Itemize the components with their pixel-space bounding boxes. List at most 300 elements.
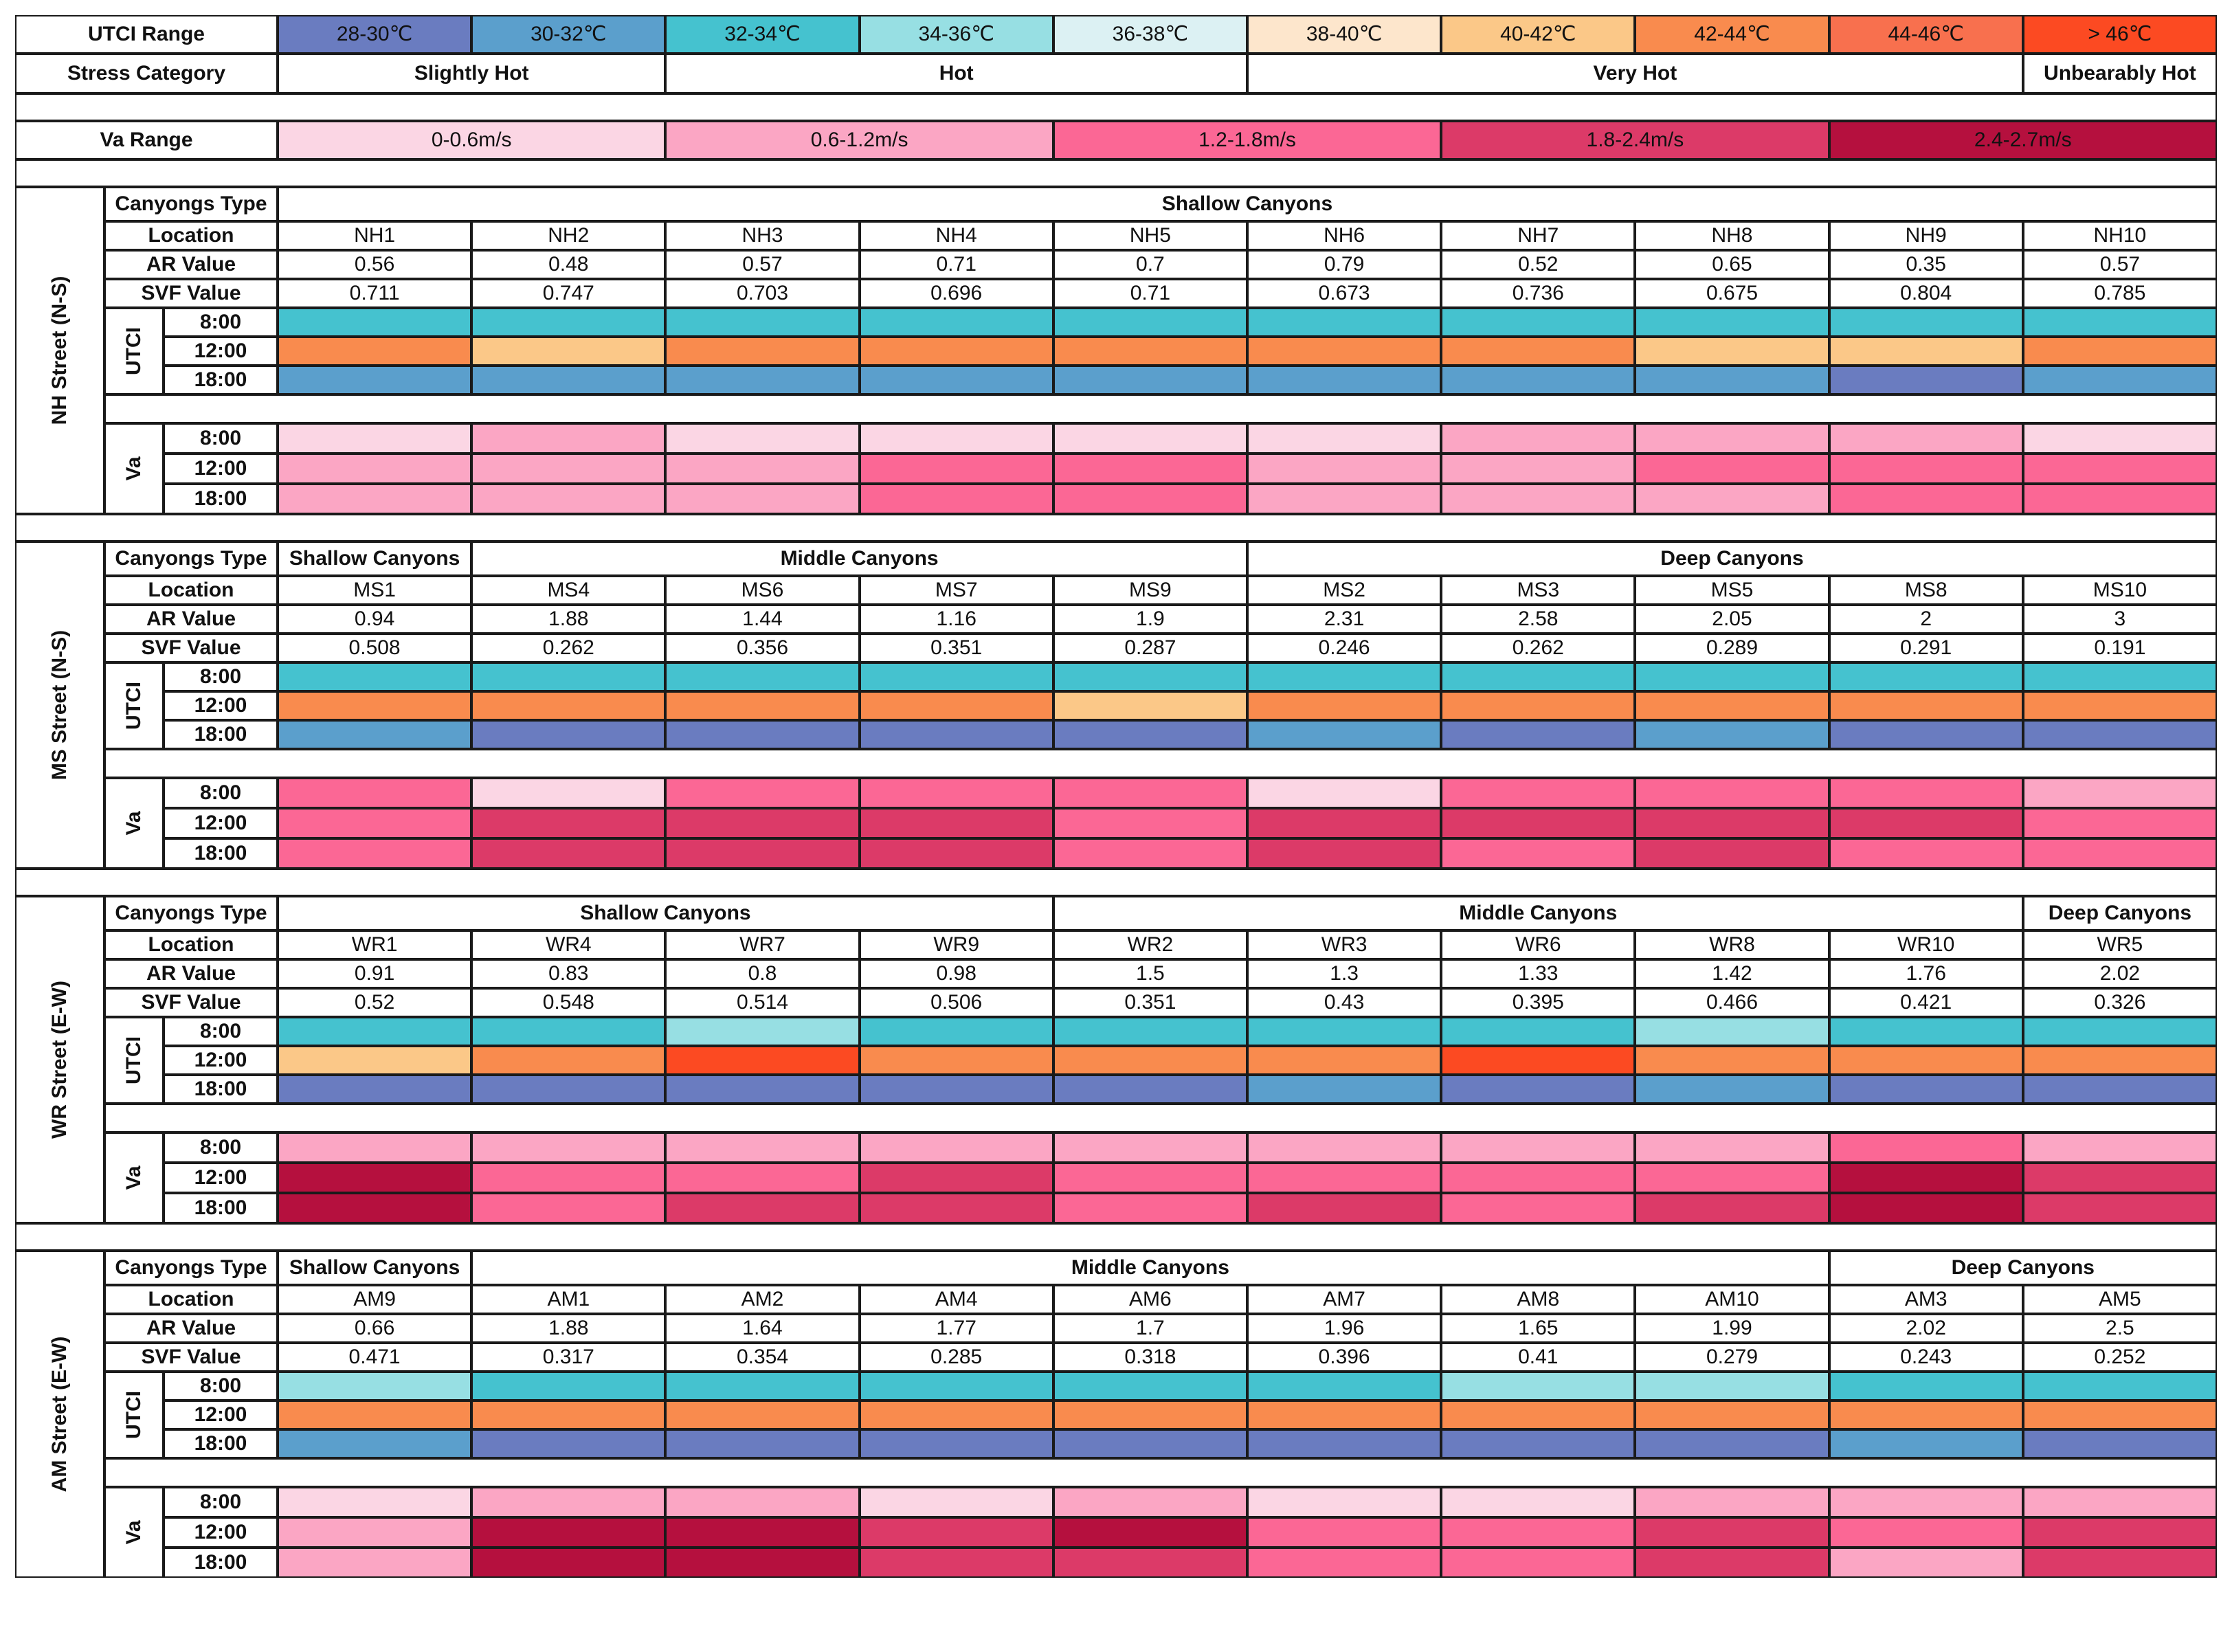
stress-category: Very Hot <box>1247 54 2023 93</box>
svf-cell: 0.514 <box>665 988 859 1017</box>
va-cell <box>278 1163 471 1193</box>
utci-cell <box>860 720 1053 749</box>
utci-cell <box>1247 308 1441 337</box>
time-label: 12:00 <box>164 808 278 838</box>
canyon-group: Middle Canyons <box>471 1251 1829 1285</box>
utci-cell <box>2023 1075 2217 1104</box>
utci-cell <box>665 337 859 366</box>
time-label: 8:00 <box>164 1132 278 1163</box>
utci-cell <box>665 308 859 337</box>
va-cell <box>2023 1193 2217 1223</box>
va-range-swatch: 2.4-2.7m/s <box>1829 121 2217 159</box>
va-cell <box>278 1517 471 1548</box>
location-cell: WR2 <box>1053 930 1247 959</box>
va-cell <box>665 778 859 808</box>
location-cell: NH8 <box>1635 221 1829 250</box>
utci-cell <box>1829 720 2023 749</box>
va-cell <box>1635 423 1829 454</box>
time-label: 12:00 <box>164 1046 278 1075</box>
va-cell <box>1441 838 1635 869</box>
va-cell <box>471 838 665 869</box>
utci-cell <box>2023 720 2217 749</box>
va-cell <box>665 454 859 484</box>
time-label: 12:00 <box>164 1400 278 1429</box>
utci-cell <box>665 1017 859 1046</box>
ar-cell: 0.94 <box>278 605 471 634</box>
time-label: 8:00 <box>164 662 278 691</box>
svf-cell: 0.318 <box>1053 1343 1247 1372</box>
ar-cell: 0.91 <box>278 959 471 988</box>
va-cell <box>471 423 665 454</box>
va-cell <box>1053 778 1247 808</box>
svf-cell: 0.508 <box>278 634 471 662</box>
ar-cell: 0.83 <box>471 959 665 988</box>
utci-cell <box>665 1400 859 1429</box>
utci-cell <box>665 366 859 394</box>
va-cell <box>1441 808 1635 838</box>
ar-cell: 0.56 <box>278 250 471 279</box>
va-cell <box>665 808 859 838</box>
utci-cell <box>471 1372 665 1400</box>
va-cell <box>471 454 665 484</box>
ar-label: AR Value <box>104 1314 278 1343</box>
time-label: 18:00 <box>164 1429 278 1458</box>
spacer-row <box>15 1223 2217 1251</box>
utci-cell <box>1635 1400 1829 1429</box>
utci-cell <box>1247 720 1441 749</box>
location-cell: MS6 <box>665 576 859 605</box>
canyon-group: Shallow Canyons <box>278 1251 471 1285</box>
location-cell: WR5 <box>2023 930 2217 959</box>
location-cell: WR1 <box>278 930 471 959</box>
va-cell <box>2023 1132 2217 1163</box>
location-cell: AM5 <box>2023 1285 2217 1314</box>
va-cell <box>1635 454 1829 484</box>
svf-cell: 0.41 <box>1441 1343 1635 1372</box>
utci-cell <box>1635 1429 1829 1458</box>
utci-cell <box>860 1372 1053 1400</box>
utci-cell <box>1441 662 1635 691</box>
utci-cell <box>1441 1046 1635 1075</box>
street-vertical-label: WR Street (E-W) <box>48 981 71 1139</box>
utci-cell <box>1829 1400 2023 1429</box>
va-cell <box>1053 1193 1247 1223</box>
time-label: 8:00 <box>164 1017 278 1046</box>
va-cell <box>471 1193 665 1223</box>
svf-label: SVF Value <box>104 279 278 308</box>
va-range-swatch: 0.6-1.2m/s <box>665 121 1053 159</box>
utci-cell <box>1635 366 1829 394</box>
utci-cell <box>1053 691 1247 720</box>
utci-cell <box>278 1046 471 1075</box>
utci-cell <box>2023 337 2217 366</box>
location-cell: WR9 <box>860 930 1053 959</box>
utci-cell <box>278 662 471 691</box>
svf-label: SVF Value <box>104 634 278 662</box>
va-cell <box>278 484 471 514</box>
location-cell: MS9 <box>1053 576 1247 605</box>
va-cell <box>1635 1132 1829 1163</box>
va-range-label: Va Range <box>15 121 278 159</box>
va-cell <box>1053 838 1247 869</box>
svf-cell: 0.548 <box>471 988 665 1017</box>
va-cell <box>1829 1163 2023 1193</box>
va-cell <box>1441 1132 1635 1163</box>
va-cell <box>860 1517 1053 1548</box>
utci-cell <box>860 1046 1053 1075</box>
utci-va-canyon-table <box>15 15 2217 1637</box>
va-cell <box>860 1548 1053 1578</box>
canyon-type-label: Canyongs Type <box>104 542 278 576</box>
va-cell <box>1247 423 1441 454</box>
svf-cell: 0.395 <box>1441 988 1635 1017</box>
location-cell: NH7 <box>1441 221 1635 250</box>
ar-cell: 1.88 <box>471 605 665 634</box>
va-cell <box>2023 778 2217 808</box>
utci-vertical-label: UTCI <box>122 682 145 730</box>
utci-cell <box>665 1429 859 1458</box>
utci-cell <box>860 308 1053 337</box>
utci-cell <box>471 691 665 720</box>
va-cell <box>860 1132 1053 1163</box>
utci-cell <box>1829 662 2023 691</box>
va-cell <box>1635 1163 1829 1193</box>
ar-cell: 2.31 <box>1247 605 1441 634</box>
va-cell <box>1829 1548 2023 1578</box>
va-cell <box>860 1163 1053 1193</box>
canyon-group: Middle Canyons <box>1053 896 2023 930</box>
va-cell <box>860 484 1053 514</box>
utci-cell <box>1053 1429 1247 1458</box>
va-cell <box>471 1487 665 1517</box>
utci-cell <box>471 1429 665 1458</box>
va-cell <box>2023 1548 2217 1578</box>
time-label: 8:00 <box>164 308 278 337</box>
va-cell <box>278 1132 471 1163</box>
svf-cell: 0.351 <box>1053 988 1247 1017</box>
utci-range-swatch: 44-46℃ <box>1829 15 2023 54</box>
va-cell <box>471 484 665 514</box>
svf-label: SVF Value <box>104 988 278 1017</box>
time-label: 18:00 <box>164 366 278 394</box>
utci-cell <box>1635 1075 1829 1104</box>
utci-cell <box>1053 366 1247 394</box>
va-cell <box>1441 1487 1635 1517</box>
va-cell <box>1829 778 2023 808</box>
ar-cell: 0.35 <box>1829 250 2023 279</box>
ar-label: AR Value <box>104 605 278 634</box>
utci-cell <box>1247 691 1441 720</box>
va-vertical-label: Va <box>122 1520 145 1545</box>
canyon-type-label: Canyongs Type <box>104 896 278 930</box>
utci-cell <box>471 662 665 691</box>
ar-cell: 1.9 <box>1053 605 1247 634</box>
utci-cell <box>860 1400 1053 1429</box>
time-label: 18:00 <box>164 484 278 514</box>
utci-cell <box>665 1372 859 1400</box>
svf-cell: 0.287 <box>1053 634 1247 662</box>
time-label: 18:00 <box>164 1193 278 1223</box>
utci-cell <box>1053 1372 1247 1400</box>
utci-cell <box>1053 720 1247 749</box>
utci-cell <box>278 720 471 749</box>
ar-cell: 2.02 <box>1829 1314 2023 1343</box>
utci-cell <box>2023 1017 2217 1046</box>
location-cell: MS2 <box>1247 576 1441 605</box>
ar-cell: 0.79 <box>1247 250 1441 279</box>
utci-cell <box>471 308 665 337</box>
svf-cell: 0.191 <box>2023 634 2217 662</box>
utci-cell <box>471 720 665 749</box>
utci-cell <box>278 308 471 337</box>
va-vertical-label: Va <box>122 456 145 481</box>
stress-category-label: Stress Category <box>15 54 278 93</box>
utci-range-swatch: 32-34℃ <box>665 15 859 54</box>
va-cell <box>1053 423 1247 454</box>
utci-cell <box>665 691 859 720</box>
va-cell <box>1829 1132 2023 1163</box>
va-cell <box>1829 1487 2023 1517</box>
utci-cell <box>1829 366 2023 394</box>
va-cell <box>2023 808 2217 838</box>
va-cell <box>278 1487 471 1517</box>
location-cell: MS10 <box>2023 576 2217 605</box>
ar-cell: 1.77 <box>860 1314 1053 1343</box>
svf-cell: 0.262 <box>1441 634 1635 662</box>
va-cell <box>665 423 859 454</box>
ar-cell: 0.71 <box>860 250 1053 279</box>
svf-cell: 0.289 <box>1635 634 1829 662</box>
utci-cell <box>1829 1046 2023 1075</box>
utci-range-swatch: 30-32℃ <box>471 15 665 54</box>
va-cell <box>1247 1132 1441 1163</box>
location-cell: MS4 <box>471 576 665 605</box>
va-vertical-label: Va <box>122 811 145 836</box>
svf-cell: 0.471 <box>278 1343 471 1372</box>
va-cell <box>1053 808 1247 838</box>
svf-cell: 0.351 <box>860 634 1053 662</box>
location-cell: NH1 <box>278 221 471 250</box>
ar-cell: 1.64 <box>665 1314 859 1343</box>
ar-cell: 0.7 <box>1053 250 1247 279</box>
va-cell <box>860 808 1053 838</box>
location-cell: AM4 <box>860 1285 1053 1314</box>
utci-range-swatch: 36-38℃ <box>1053 15 1247 54</box>
time-label: 8:00 <box>164 778 278 808</box>
location-cell: AM8 <box>1441 1285 1635 1314</box>
va-cell <box>1635 1193 1829 1223</box>
utci-range-swatch: > 46℃ <box>2023 15 2217 54</box>
va-cell <box>1635 1548 1829 1578</box>
utci-cell <box>1247 1400 1441 1429</box>
ar-cell: 1.44 <box>665 605 859 634</box>
ar-cell: 0.52 <box>1441 250 1635 279</box>
svf-cell: 0.466 <box>1635 988 1829 1017</box>
canyon-group: Middle Canyons <box>471 542 1247 576</box>
va-cell <box>471 1132 665 1163</box>
ar-cell: 1.16 <box>860 605 1053 634</box>
va-cell <box>1247 778 1441 808</box>
utci-range-swatch: 34-36℃ <box>860 15 1053 54</box>
va-cell <box>471 1163 665 1193</box>
location-cell: AM1 <box>471 1285 665 1314</box>
time-label: 18:00 <box>164 720 278 749</box>
utci-cell <box>665 720 859 749</box>
utci-cell <box>1247 1429 1441 1458</box>
canyon-group: Shallow Canyons <box>278 896 1053 930</box>
utci-cell <box>1635 1372 1829 1400</box>
utci-cell <box>1053 1046 1247 1075</box>
svf-cell: 0.285 <box>860 1343 1053 1372</box>
va-cell <box>665 1548 859 1578</box>
location-cell: MS1 <box>278 576 471 605</box>
utci-cell <box>2023 1046 2217 1075</box>
svf-cell: 0.747 <box>471 279 665 308</box>
ar-cell: 0.57 <box>2023 250 2217 279</box>
va-cell <box>665 1163 859 1193</box>
utci-cell <box>1635 308 1829 337</box>
utci-cell <box>2023 1372 2217 1400</box>
utci-cell <box>1441 1017 1635 1046</box>
va-cell <box>471 1548 665 1578</box>
utci-cell <box>1441 308 1635 337</box>
va-cell <box>1247 808 1441 838</box>
utci-cell <box>471 1017 665 1046</box>
va-cell <box>1053 1132 1247 1163</box>
location-cell: NH2 <box>471 221 665 250</box>
street-vertical-label: AM Street (E-W) <box>48 1336 71 1493</box>
utci-cell <box>665 1075 859 1104</box>
va-cell <box>278 454 471 484</box>
va-cell <box>1829 454 2023 484</box>
location-cell: NH3 <box>665 221 859 250</box>
location-cell: WR4 <box>471 930 665 959</box>
location-cell: NH5 <box>1053 221 1247 250</box>
svf-cell: 0.291 <box>1829 634 2023 662</box>
utci-cell <box>471 337 665 366</box>
utci-cell <box>860 1017 1053 1046</box>
va-cell <box>1829 423 2023 454</box>
va-cell <box>665 1132 859 1163</box>
va-cell <box>1247 484 1441 514</box>
utci-cell <box>278 337 471 366</box>
utci-cell <box>1635 662 1829 691</box>
canyon-group: Deep Canyons <box>1829 1251 2217 1285</box>
va-cell <box>1247 1487 1441 1517</box>
svf-cell: 0.421 <box>1829 988 2023 1017</box>
location-cell: NH9 <box>1829 221 2023 250</box>
utci-cell <box>471 1075 665 1104</box>
va-cell <box>2023 1487 2217 1517</box>
svf-cell: 0.243 <box>1829 1343 2023 1372</box>
location-cell: AM3 <box>1829 1285 2023 1314</box>
va-cell <box>860 1193 1053 1223</box>
utci-cell <box>278 1429 471 1458</box>
utci-cell <box>1441 1075 1635 1104</box>
ar-cell: 3 <box>2023 605 2217 634</box>
street-vertical-label: NH Street (N-S) <box>48 276 71 425</box>
location-cell: MS7 <box>860 576 1053 605</box>
utci-cell <box>1441 366 1635 394</box>
location-cell: MS5 <box>1635 576 1829 605</box>
va-cell <box>1053 1548 1247 1578</box>
location-cell: AM2 <box>665 1285 859 1314</box>
utci-cell <box>860 337 1053 366</box>
svf-cell: 0.52 <box>278 988 471 1017</box>
va-cell <box>1053 484 1247 514</box>
va-cell <box>278 1548 471 1578</box>
svf-cell: 0.804 <box>1829 279 2023 308</box>
ar-cell: 0.8 <box>665 959 859 988</box>
va-cell <box>1247 838 1441 869</box>
canyon-type-label: Canyongs Type <box>104 1251 278 1285</box>
va-cell <box>2023 454 2217 484</box>
utci-cell <box>278 1400 471 1429</box>
utci-vertical-label: UTCI <box>122 1391 145 1439</box>
utci-cell <box>1247 366 1441 394</box>
utci-cell <box>1247 1075 1441 1104</box>
utci-cell <box>1635 720 1829 749</box>
va-cell <box>2023 1517 2217 1548</box>
utci-cell <box>1441 1372 1635 1400</box>
utci-cell <box>2023 308 2217 337</box>
utci-cell <box>1247 1017 1441 1046</box>
va-cell <box>1053 1163 1247 1193</box>
va-cell <box>1247 454 1441 484</box>
va-cell <box>2023 838 2217 869</box>
utci-range-swatch: 28-30℃ <box>278 15 471 54</box>
svf-cell: 0.246 <box>1247 634 1441 662</box>
utci-cell <box>1829 691 2023 720</box>
utci-cell <box>2023 691 2217 720</box>
utci-range-swatch: 40-42℃ <box>1441 15 1635 54</box>
va-cell <box>1441 1193 1635 1223</box>
ar-cell: 1.5 <box>1053 959 1247 988</box>
ar-cell: 2.05 <box>1635 605 1829 634</box>
utci-cell <box>860 691 1053 720</box>
va-cell <box>2023 423 2217 454</box>
va-cell <box>665 1193 859 1223</box>
utci-cell <box>278 1075 471 1104</box>
svf-label: SVF Value <box>104 1343 278 1372</box>
va-cell <box>1441 1517 1635 1548</box>
va-cell <box>278 778 471 808</box>
utci-vertical-label: UTCI <box>122 327 145 375</box>
canyon-group: Deep Canyons <box>1247 542 2217 576</box>
va-cell <box>1441 454 1635 484</box>
utci-cell <box>1635 1046 1829 1075</box>
ar-label: AR Value <box>104 959 278 988</box>
va-cell <box>2023 484 2217 514</box>
va-cell <box>860 838 1053 869</box>
va-cell <box>1635 808 1829 838</box>
time-label: 8:00 <box>164 1372 278 1400</box>
svf-cell: 0.262 <box>471 634 665 662</box>
utci-vertical-label: UTCI <box>122 1036 145 1084</box>
ar-cell: 1.99 <box>1635 1314 1829 1343</box>
spacer-row <box>15 93 2217 121</box>
location-cell: WR3 <box>1247 930 1441 959</box>
va-cell <box>1635 1487 1829 1517</box>
va-cell <box>1829 838 2023 869</box>
va-cell <box>860 423 1053 454</box>
ar-cell: 0.66 <box>278 1314 471 1343</box>
time-label: 18:00 <box>164 838 278 869</box>
time-label: 12:00 <box>164 691 278 720</box>
location-label: Location <box>104 576 278 605</box>
location-cell: AM9 <box>278 1285 471 1314</box>
ar-cell: 0.98 <box>860 959 1053 988</box>
